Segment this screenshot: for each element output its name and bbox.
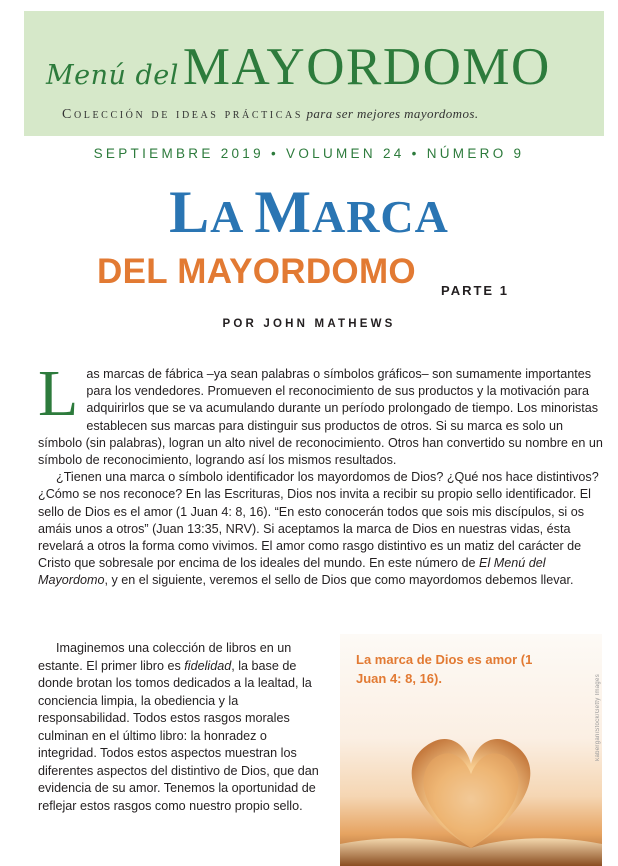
newsletter-subtitle-caps: Colección de ideas prácticas [62,107,303,122]
article-title-a: A [210,191,255,242]
article-title-m: M [254,179,312,245]
photo-caption: La marca de Dios es amor (1 Juan 4: 8, 16). [356,652,533,686]
article-body-top [38,357,604,590]
paragraph-2-text-a: ¿Tienen una marca o símbolo identificador los mayordomos de Dios? ¿Qué nos hace distintivos? ¿Cómo se nos reconoce? En las Escrituras, Dios nos invita a recibir su propio sello identificador. El sello de Dios es el amor (1 Juan 4: 8, 16). “En esto conocerán todos que sois mis discípulos, si os amáis unos a otros” (Juan 13:35, NRV). Si aceptamos la marca de Dios en nuestras vidas, ésta revelará a otros la forma como vivimos. El amor como rasgo distintivo es un matiz del carácter de Cristo que sobresale por encima de los ideales del mundo. En este número de [38,470,599,571]
newsletter-subtitle-italic: para ser mejores mayordomos. [306,106,479,121]
paragraph-3-text-a: Imaginemos una colección de libros en un estante. El primer libro es [38,641,292,673]
paragraph-3-text-b: , la base de donde brotan los tomos dedicados a la lealtad, la conciencia limpia, la obediencia y la responsabilidad. Todos estos rasgos morales culminan en el último libro: la honradez o integridad. Todos estos aspectos muestran los diferentes aspectos del distintivo de Dios, que dan evidencia de su amor. Tenemos la oportunidad de reflejar estos rasgos como nuestro propio sello. [38,658,319,813]
paragraph-3-emphasis: fidelidad [184,658,232,673]
paragraph-1: as marcas de fábrica –ya sean palabras o símbolos gráficos– son sumamente importantes para los vendedores. Promueven el reconocimiento de sus productos y la motivación para adquirirlos que se va acumulando durante un período prolongado de tiempo. Los minoristas establecen sus marcas para distinguir sus productos de otros. Si su marca es solo un símbolo (sin palabras), logran un alto nivel de reconocimiento. Otros han convertido su nombre en un símbolo de reconocimiento, logrando así los mismos resultados. [38,367,603,468]
masthead [24,11,604,136]
heart-book-photo [340,634,602,866]
article-byline: POR JOHN MATHEWS [222,318,396,330]
drop-cap: L [38,357,79,430]
article-title-arca: ARCA [311,191,449,242]
article-part: PARTE 1 [441,283,509,298]
newsletter-title [46,37,551,97]
paragraph-3 [38,640,328,815]
issue-line: SEPTIEMBRE 2019 • VOLUMEN 24 • NÚMERO 9 [93,146,525,161]
article-body-left-column [38,640,328,815]
newsletter-title-big: MAYORDOMO [182,38,551,96]
heart-right-fold [471,753,519,848]
heart-left-fold [423,753,471,848]
photo-credit: kaberganiStock/Getty Images [595,674,601,761]
paragraph-2-emphasis: El Menú del Mayordomo [38,556,546,588]
newsletter-subtitle [62,106,478,123]
article-subtitle: DEL MAYORDOMO [97,252,416,291]
paragraph-2 [38,469,604,589]
article-title-l: L [169,179,211,245]
newsletter-title-script: Menú del [46,60,179,91]
article-title [0,179,618,247]
paragraph-2-text-b: , y en el siguiente, veremos el sello de Dios que como mayordomos debemos llevar. [104,573,574,588]
